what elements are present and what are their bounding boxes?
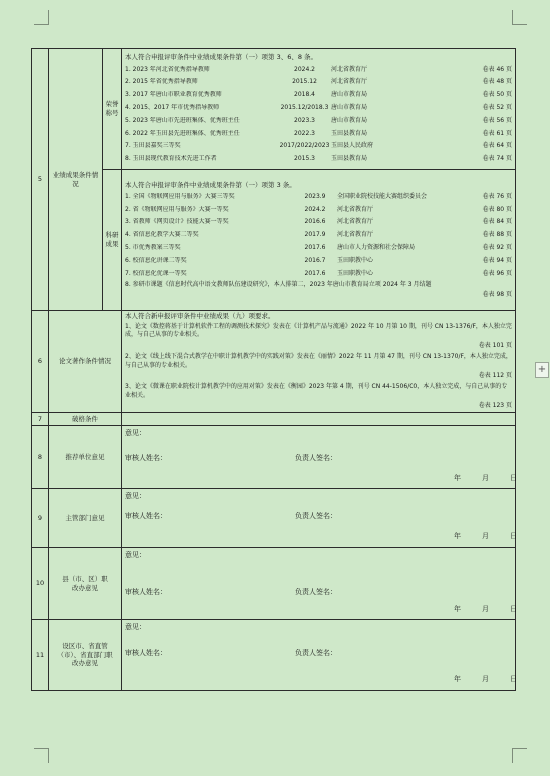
item-date: 2018.4 bbox=[294, 91, 315, 99]
research-list bbox=[122, 190, 515, 280]
research-content bbox=[122, 170, 516, 311]
item-date: 2015.12/2018.3 bbox=[280, 103, 329, 111]
section-title: 推荐单位意见 bbox=[49, 426, 122, 489]
row-papers bbox=[32, 311, 516, 413]
responsible-label: 负责人签名： bbox=[295, 588, 337, 596]
item-issuer: 唐山市人力资源和社会保障局 bbox=[337, 243, 416, 251]
item-page: 卷表 61 页 bbox=[482, 129, 512, 137]
list-item bbox=[122, 140, 515, 153]
crop-mark-top-right bbox=[512, 10, 527, 25]
responsible-label: 负责人签名： bbox=[295, 649, 337, 657]
section-title: 县（市、区）职改办意见 bbox=[49, 548, 122, 620]
paper-2: 2、论文《线上线下混合式教学在中职计算机教学中的实践对策》发表在《丽情》2022 年 11 月第 47 期，刊号 CN 13-1370/F，本人独立完成，与自己从事的专业相关。 bbox=[125, 352, 512, 369]
reviewer-label: 审核人姓名： bbox=[125, 649, 167, 657]
row-number: 7 bbox=[32, 413, 49, 426]
item-date: 2016.6 bbox=[304, 218, 326, 226]
papers-intro: 本人符合新申报评审条件中业绩成果（九）项要求。 bbox=[125, 312, 275, 320]
item-page: 卷表 48 页 bbox=[482, 78, 512, 86]
recommender-opinion bbox=[122, 426, 516, 489]
item-title: 5. 市优秀教案三等奖 bbox=[125, 243, 181, 251]
row-authority bbox=[32, 489, 516, 548]
item-title: 6. 校信息化讲课二等奖 bbox=[125, 256, 187, 264]
research-item-8-page: 卷表 98 页 bbox=[482, 290, 512, 298]
item-title: 5. 2023 年唐山市先进班集体、优秀班主任 bbox=[125, 116, 240, 124]
list-item bbox=[122, 242, 515, 255]
list-item bbox=[122, 267, 515, 280]
row-recommender bbox=[32, 426, 516, 489]
year-label: 年 bbox=[454, 605, 461, 613]
list-item bbox=[122, 102, 515, 115]
month-label: 月 bbox=[482, 474, 489, 482]
list-item bbox=[122, 216, 515, 229]
application-form-table bbox=[31, 48, 516, 691]
item-title: 1. 全国《物联网应用与服务》大赛三等奖 bbox=[125, 192, 235, 200]
item-issuer: 唐山市教育局 bbox=[331, 103, 368, 111]
row-number: 11 bbox=[32, 620, 49, 691]
honor-label: 荣誉称号 bbox=[103, 49, 122, 170]
row-number: 10 bbox=[32, 548, 49, 620]
item-issuer: 玉田职教中心 bbox=[337, 269, 374, 277]
list-item bbox=[122, 229, 515, 242]
item-date: 2015.3 bbox=[294, 155, 315, 163]
item-page: 卷表 88 页 bbox=[482, 231, 512, 239]
item-page: 卷表 92 页 bbox=[482, 243, 512, 251]
item-issuer: 河北省教育厅 bbox=[331, 65, 368, 73]
item-page: 卷表 46 页 bbox=[482, 65, 512, 73]
list-item bbox=[122, 114, 515, 127]
item-date: 2023.3 bbox=[294, 116, 315, 124]
papers-content bbox=[122, 311, 516, 413]
item-page: 卷表 80 页 bbox=[482, 205, 512, 213]
item-title: 8. 玉田县现代教育技术先进工作者 bbox=[125, 155, 217, 163]
day-label: 日 bbox=[510, 474, 517, 482]
row-number: 8 bbox=[32, 426, 49, 489]
row-county-office bbox=[32, 548, 516, 620]
list-item bbox=[122, 254, 515, 267]
item-title: 7. 玉田县嘉奖三等奖 bbox=[125, 142, 181, 150]
item-page: 卷表 64 页 bbox=[482, 142, 512, 150]
year-label: 年 bbox=[454, 532, 461, 540]
item-date: 2024.2 bbox=[304, 205, 326, 213]
list-item bbox=[122, 153, 515, 166]
item-issuer: 河北省教育厅 bbox=[337, 218, 374, 226]
row-exception bbox=[32, 413, 516, 426]
row-city-office bbox=[32, 620, 516, 691]
item-page: 卷表 56 页 bbox=[482, 116, 512, 124]
opinion-label: 意见： bbox=[125, 551, 146, 559]
section-title: 业绩成果条件情况 bbox=[49, 49, 103, 311]
paper-3: 3、论文《微课在职业院校计算机教学中的应用对策》发表在《衡园》2023 年第 4 期，刊号 CN 44-1506/C0，本人独立完成，与自己从事的专业相关。 bbox=[125, 382, 508, 399]
exception-content bbox=[122, 413, 516, 426]
item-title: 7. 校信息化优课一等奖 bbox=[125, 269, 187, 277]
item-date: 2022.3 bbox=[294, 129, 315, 137]
list-item bbox=[122, 190, 515, 203]
crop-mark-bottom-right bbox=[512, 748, 527, 763]
crop-mark-bottom-left bbox=[34, 748, 49, 763]
row-number: 5 bbox=[32, 49, 49, 311]
item-issuer: 唐山市教育局 bbox=[331, 116, 368, 124]
list-item bbox=[122, 76, 515, 89]
paper-1-page: 卷表 101 页 bbox=[478, 342, 512, 350]
item-page: 卷表 52 页 bbox=[482, 103, 512, 111]
crop-mark-top-left bbox=[34, 10, 49, 25]
opinion-label: 意见： bbox=[125, 492, 146, 500]
item-title: 3. 2017 年唐山市职业教育优秀教师 bbox=[125, 91, 222, 99]
month-label: 月 bbox=[482, 605, 489, 613]
honor-content bbox=[122, 49, 516, 170]
item-date: 2017.6 bbox=[304, 269, 326, 277]
item-date: 2017/2022/2023 bbox=[279, 142, 330, 150]
item-date: 2017.6 bbox=[304, 243, 326, 251]
month-label: 月 bbox=[482, 532, 489, 540]
county-office-opinion bbox=[122, 548, 516, 620]
item-title: 6. 2022 年玉田县先进班集体、优秀班主任 bbox=[125, 129, 240, 137]
item-page: 卷表 50 页 bbox=[482, 91, 512, 99]
authority-opinion bbox=[122, 489, 516, 548]
reviewer-label: 审核人姓名： bbox=[125, 454, 167, 462]
day-label: 日 bbox=[510, 675, 517, 683]
list-item bbox=[122, 63, 515, 76]
research-item-8: 8. 参研市课题《信息时代高中语文教师队伍建设研究》，本人排第二，2023 年唐山市教育局立项 2024 年 3 月结题 bbox=[125, 280, 432, 288]
item-issuer: 河北省教育厅 bbox=[337, 231, 374, 239]
paper-2-page: 卷表 112 页 bbox=[478, 372, 512, 380]
month-label: 月 bbox=[482, 675, 489, 683]
item-page: 卷表 94 页 bbox=[482, 256, 512, 264]
item-date: 2016.7 bbox=[304, 256, 326, 264]
item-date: 2024.2 bbox=[294, 65, 315, 73]
item-title: 3. 省教师《网页设计》技能大赛一等奖 bbox=[125, 218, 229, 226]
paper-3-page: 卷表 123 页 bbox=[478, 402, 512, 410]
item-issuer: 河北省教育厅 bbox=[331, 78, 368, 86]
day-label: 日 bbox=[510, 532, 517, 540]
item-title: 2. 省《物联网应用与服务》大赛一等奖 bbox=[125, 205, 229, 213]
item-page: 卷表 84 页 bbox=[482, 218, 512, 226]
year-label: 年 bbox=[454, 474, 461, 482]
section-title: 主管部门意见 bbox=[49, 489, 122, 548]
section-title: 论文著作条件情况 bbox=[49, 311, 122, 413]
item-issuer: 玉田县教育局 bbox=[331, 129, 368, 137]
day-label: 日 bbox=[510, 605, 517, 613]
expand-plus-icon[interactable]: + bbox=[535, 362, 549, 378]
section-title: 设区市、省直管（市）、省直部门职改办意见 bbox=[49, 620, 122, 691]
reviewer-label: 审核人姓名： bbox=[125, 588, 167, 596]
item-page: 卷表 96 页 bbox=[482, 269, 512, 277]
opinion-label: 意见： bbox=[125, 429, 146, 437]
city-office-opinion bbox=[122, 620, 516, 691]
item-issuer: 唐山市教育局 bbox=[331, 91, 368, 99]
item-issuer: 河北省教育厅 bbox=[337, 205, 374, 213]
item-issuer: 玉田县教育局 bbox=[331, 155, 368, 163]
item-page: 卷表 76 页 bbox=[482, 192, 512, 200]
item-date: 2023.9 bbox=[304, 192, 326, 200]
item-date: 2017.9 bbox=[304, 231, 326, 239]
row-number: 6 bbox=[32, 311, 49, 413]
paper-1: 1、论文《数控蒋基于计算机软件工程的调测技术探究》发表在《计算机产品与流通》2022 年 10 月第 10 期，刊号 CN 13-1376/F，本人独立完成，与自己从事的专业相关。 bbox=[125, 322, 512, 339]
item-title: 4. 2015、2017 年市优秀指导教师 bbox=[125, 103, 220, 111]
responsible-label: 负责人签名： bbox=[295, 512, 337, 520]
item-page: 卷表 74 页 bbox=[482, 155, 512, 163]
responsible-label: 负责人签名： bbox=[295, 454, 337, 462]
row-honor bbox=[32, 49, 516, 170]
reviewer-label: 审核人姓名： bbox=[125, 512, 167, 520]
list-item bbox=[122, 127, 515, 140]
row-number: 9 bbox=[32, 489, 49, 548]
section-title: 破格条件 bbox=[49, 413, 122, 426]
honor-intro: 本人符合申报评审条件中业绩成果条件第（一）项第 3、6、8 条。 bbox=[125, 53, 318, 62]
year-label: 年 bbox=[454, 675, 461, 683]
list-item bbox=[122, 203, 515, 216]
item-issuer: 全国职业院校技能大赛组织委员会 bbox=[337, 192, 428, 200]
opinion-label: 意见： bbox=[125, 623, 146, 631]
research-label: 科研成果 bbox=[103, 170, 122, 311]
item-date: 2015.12 bbox=[292, 78, 317, 86]
item-issuer: 玉田县人民政府 bbox=[331, 142, 374, 150]
item-title: 2. 2015 年省优秀指导教师 bbox=[125, 78, 198, 86]
row-research bbox=[32, 170, 516, 311]
honor-list bbox=[122, 63, 515, 165]
item-title: 1. 2023 年河北省优秀指导教师 bbox=[125, 65, 210, 73]
item-issuer: 玉田职教中心 bbox=[337, 256, 374, 264]
research-intro: 本人符合申报评审条件中业绩成果条件第（一）项第 3 条。 bbox=[125, 180, 296, 189]
item-title: 4. 省信息化教学大赛二等奖 bbox=[125, 231, 199, 239]
list-item bbox=[122, 89, 515, 102]
